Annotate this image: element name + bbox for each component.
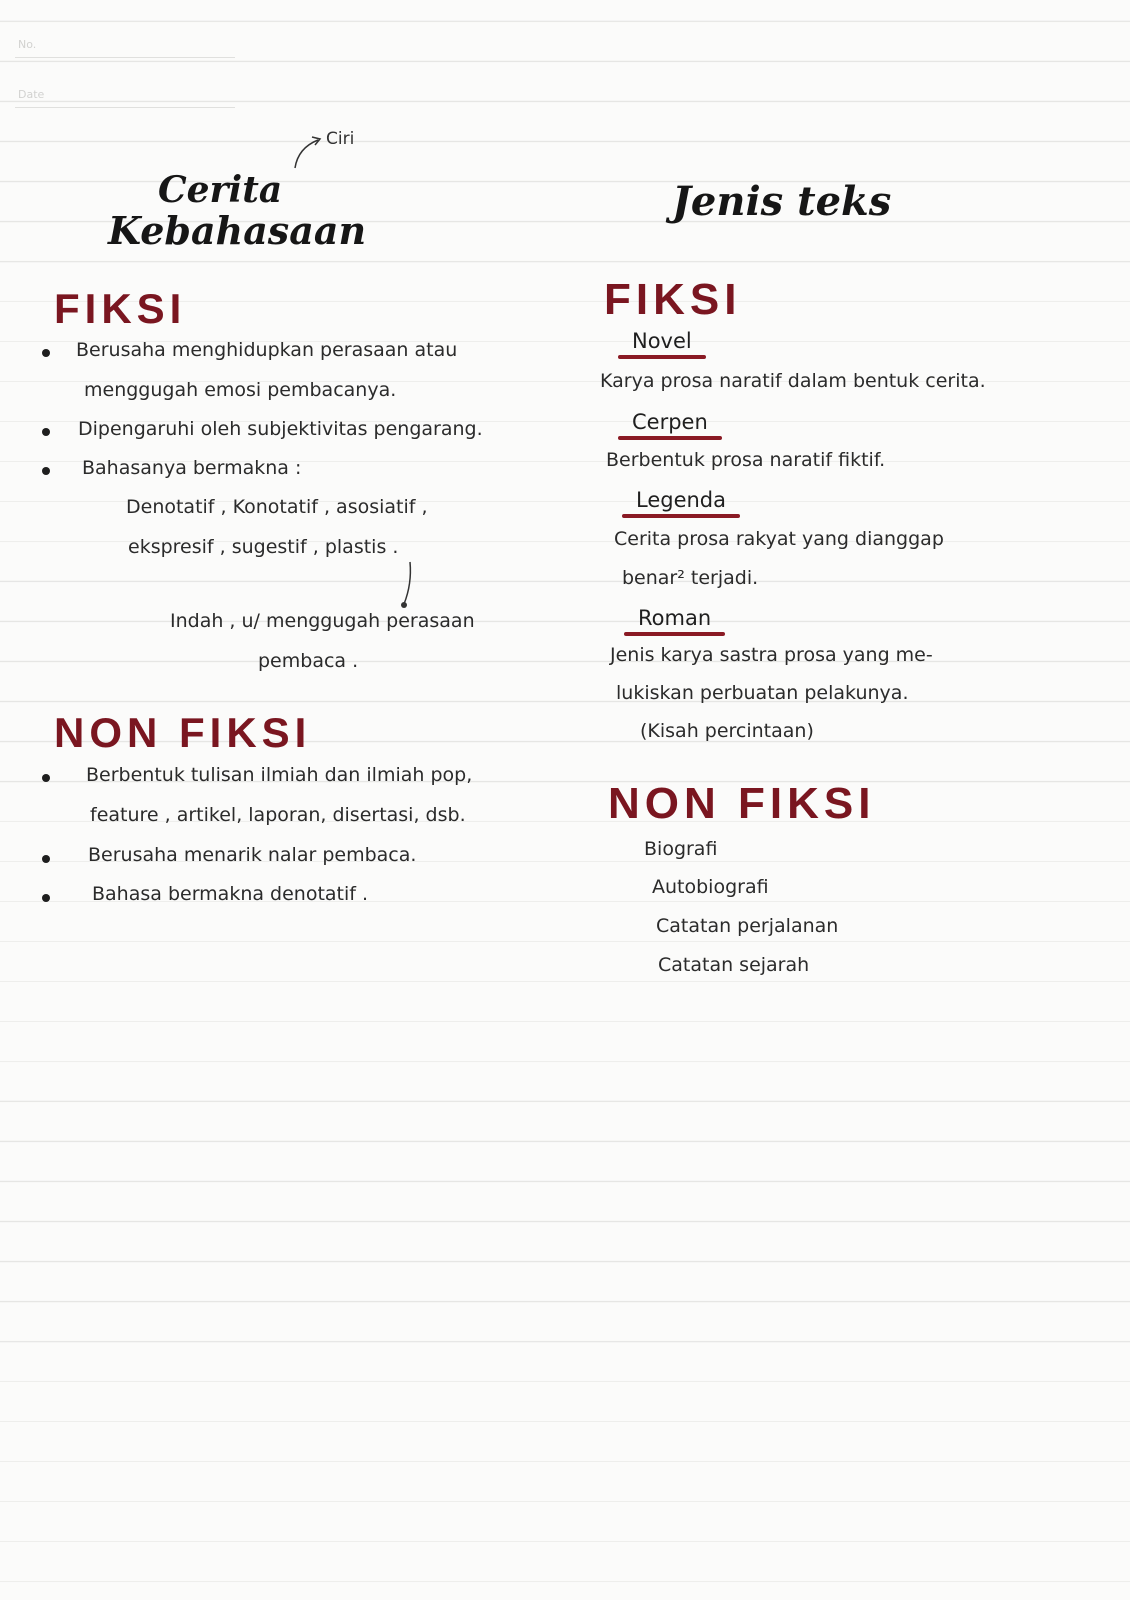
left-fiksi-line: pembaca .	[258, 650, 359, 672]
subhead-legenda: Legenda	[628, 490, 734, 516]
left-nonfiksi-line: Berbentuk tulisan ilmiah dan ilmiah pop,	[86, 764, 473, 786]
right-fiksi-line: lukiskan perbuatan pelakunya.	[616, 682, 909, 704]
right-fiksi-heading: FIKSI	[604, 275, 742, 324]
pointer-arrow-icon	[398, 560, 418, 610]
bullet-icon	[42, 855, 50, 863]
no-line	[15, 57, 235, 58]
subhead-roman: Roman	[630, 608, 719, 634]
date-label: Date	[18, 88, 45, 101]
bullet-icon	[42, 349, 50, 357]
left-fiksi-line: ekspresif , sugestif , plastis .	[128, 536, 399, 558]
left-title-line2: Kebahasaan	[108, 208, 367, 253]
annotation-arrow-icon	[292, 134, 326, 170]
subhead-novel: Novel	[624, 331, 700, 357]
bullet-icon	[42, 894, 50, 902]
left-fiksi-line: Berusaha menghidupkan perasaan atau	[76, 339, 458, 361]
right-title: Jenis teks	[672, 178, 892, 225]
left-nonfiksi-line: feature , artikel, laporan, disertasi, dsb.	[90, 804, 466, 826]
left-nonfiksi-line: Bahasa bermakna denotatif .	[92, 883, 369, 905]
right-nonfiksi-item: Catatan sejarah	[658, 954, 810, 976]
left-fiksi-heading: FIKSI	[54, 285, 187, 332]
left-nonfiksi-heading: NON FIKSI	[54, 709, 312, 756]
bullet-icon	[42, 428, 50, 436]
right-fiksi-line: Karya prosa naratif dalam bentuk cerita.	[600, 370, 986, 392]
bullet-icon	[42, 774, 50, 782]
date-line	[15, 107, 235, 108]
right-nonfiksi-heading: NON FIKSI	[608, 779, 876, 828]
left-fiksi-line: menggugah emosi pembacanya.	[84, 379, 397, 401]
no-label: No.	[18, 38, 37, 51]
left-fiksi-line: Dipengaruhi oleh subjektivitas pengarang.	[78, 418, 483, 440]
right-fiksi-line: benar² terjadi.	[622, 567, 759, 589]
left-fiksi-line: Bahasanya bermakna :	[82, 457, 302, 479]
annotation-ciri: Ciri	[326, 129, 355, 149]
left-title-line1: Cerita	[158, 169, 283, 211]
right-nonfiksi-item: Catatan perjalanan	[656, 915, 839, 937]
right-nonfiksi-item: Autobiografi	[652, 876, 769, 898]
right-fiksi-line: (Kisah percintaan)	[640, 720, 814, 742]
right-nonfiksi-item: Biografi	[644, 838, 718, 860]
right-fiksi-line: Berbentuk prosa naratif fiktif.	[606, 449, 886, 471]
left-fiksi-line: Indah , u/ menggugah perasaan	[170, 610, 475, 632]
left-fiksi-line: Denotatif , Konotatif , asosiatif ,	[126, 496, 428, 518]
subhead-cerpen: Cerpen	[624, 412, 716, 438]
right-fiksi-line: Jenis karya sastra prosa yang me-	[610, 644, 933, 666]
bullet-icon	[42, 467, 50, 475]
right-fiksi-line: Cerita prosa rakyat yang dianggap	[614, 528, 944, 550]
left-nonfiksi-line: Berusaha menarik nalar pembaca.	[88, 844, 417, 866]
